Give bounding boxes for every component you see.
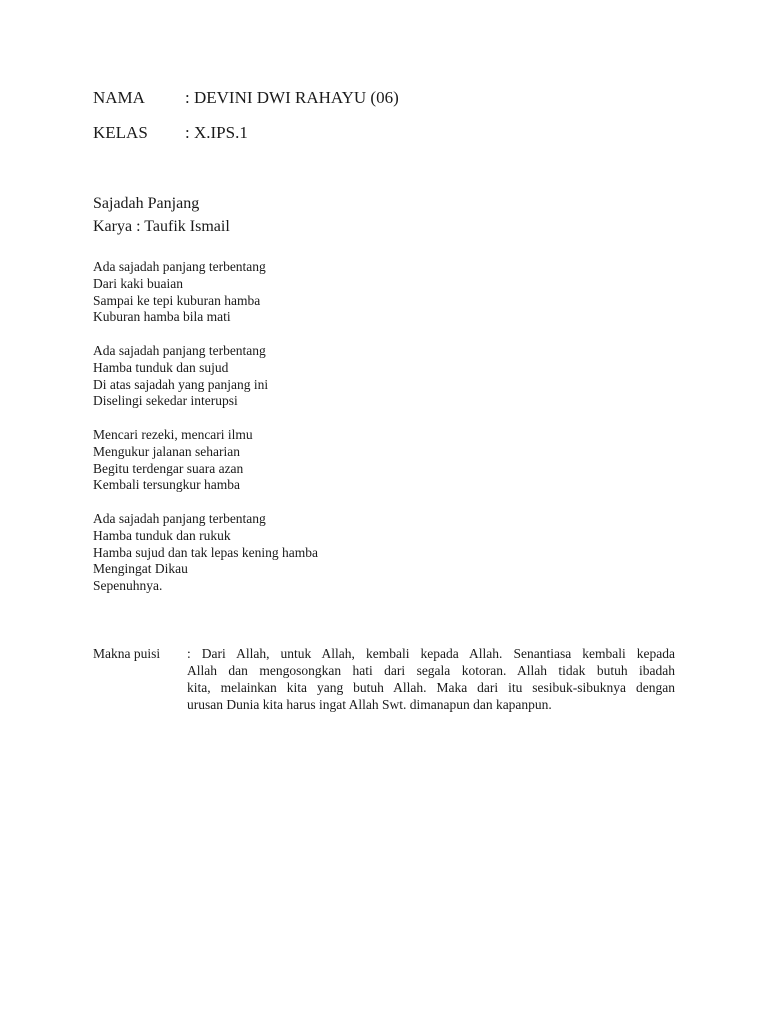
makna-line: kita, melainkan kita yang butuh Allah. Maka dari itu sesibuk-sibuknya dengan (187, 680, 675, 695)
poem-title: Sajadah Panjang (93, 195, 200, 212)
poem-line: Kembali tersungkur hamba (93, 477, 240, 493)
stanza-2 (93, 343, 268, 410)
stanza-4 (93, 511, 318, 595)
nama-label: NAMA (93, 88, 145, 107)
poem-line: Hamba tunduk dan sujud (93, 359, 229, 375)
poem-line: Mengukur jalanan seharian (93, 443, 240, 459)
poem-line: Diselingi sekedar interupsi (93, 393, 238, 409)
poem-line: Hamba sujud dan tak lepas kening hamba (93, 544, 318, 560)
poem-line: Sepenuhnya. (93, 578, 163, 594)
poem-line: Ada sajadah panjang terbentang (93, 343, 266, 358)
poem-line: Di atas sajadah yang panjang ini (93, 376, 269, 392)
poem-line: Hamba tunduk dan rukuk (93, 527, 231, 543)
poem-line: Mencari rezeki, mencari ilmu (93, 427, 253, 442)
poem-line: Mengingat Dikau (93, 561, 188, 577)
nama-value: : DEVINI DWI RAHAYU (06) (185, 88, 399, 107)
kelas-value: : X.IPS.1 (185, 123, 248, 142)
poem-line: Sampai ke tepi kuburan hamba (93, 292, 261, 308)
makna-line: : Dari Allah, untuk Allah, kembali kepada Allah. Senantiasa kembali kepada (187, 646, 675, 661)
stanza-3 (93, 427, 253, 494)
poem-line: Ada sajadah panjang terbentang (93, 511, 266, 526)
kelas-label: KELAS (93, 123, 148, 142)
poem-line: Ada sajadah panjang terbentang (93, 259, 266, 274)
makna-line: Allah dan mengosongkan hati dari segala kotoran. Allah tidak butuh ibadah (187, 663, 675, 678)
makna-text (187, 645, 675, 713)
makna-line: urusan Dunia kita harus ingat Allah Swt. dimanapun dan kapanpun. (187, 697, 552, 712)
poem-author: Karya : Taufik Ismail (93, 218, 230, 235)
poem-line: Dari kaki buaian (93, 275, 183, 291)
stanza-1 (93, 259, 266, 326)
poem-line: Begitu terdengar suara azan (93, 460, 244, 476)
makna-label: Makna puisi (93, 646, 161, 661)
poem-line: Kuburan hamba bila mati (93, 309, 231, 325)
poem-heading (93, 192, 230, 238)
